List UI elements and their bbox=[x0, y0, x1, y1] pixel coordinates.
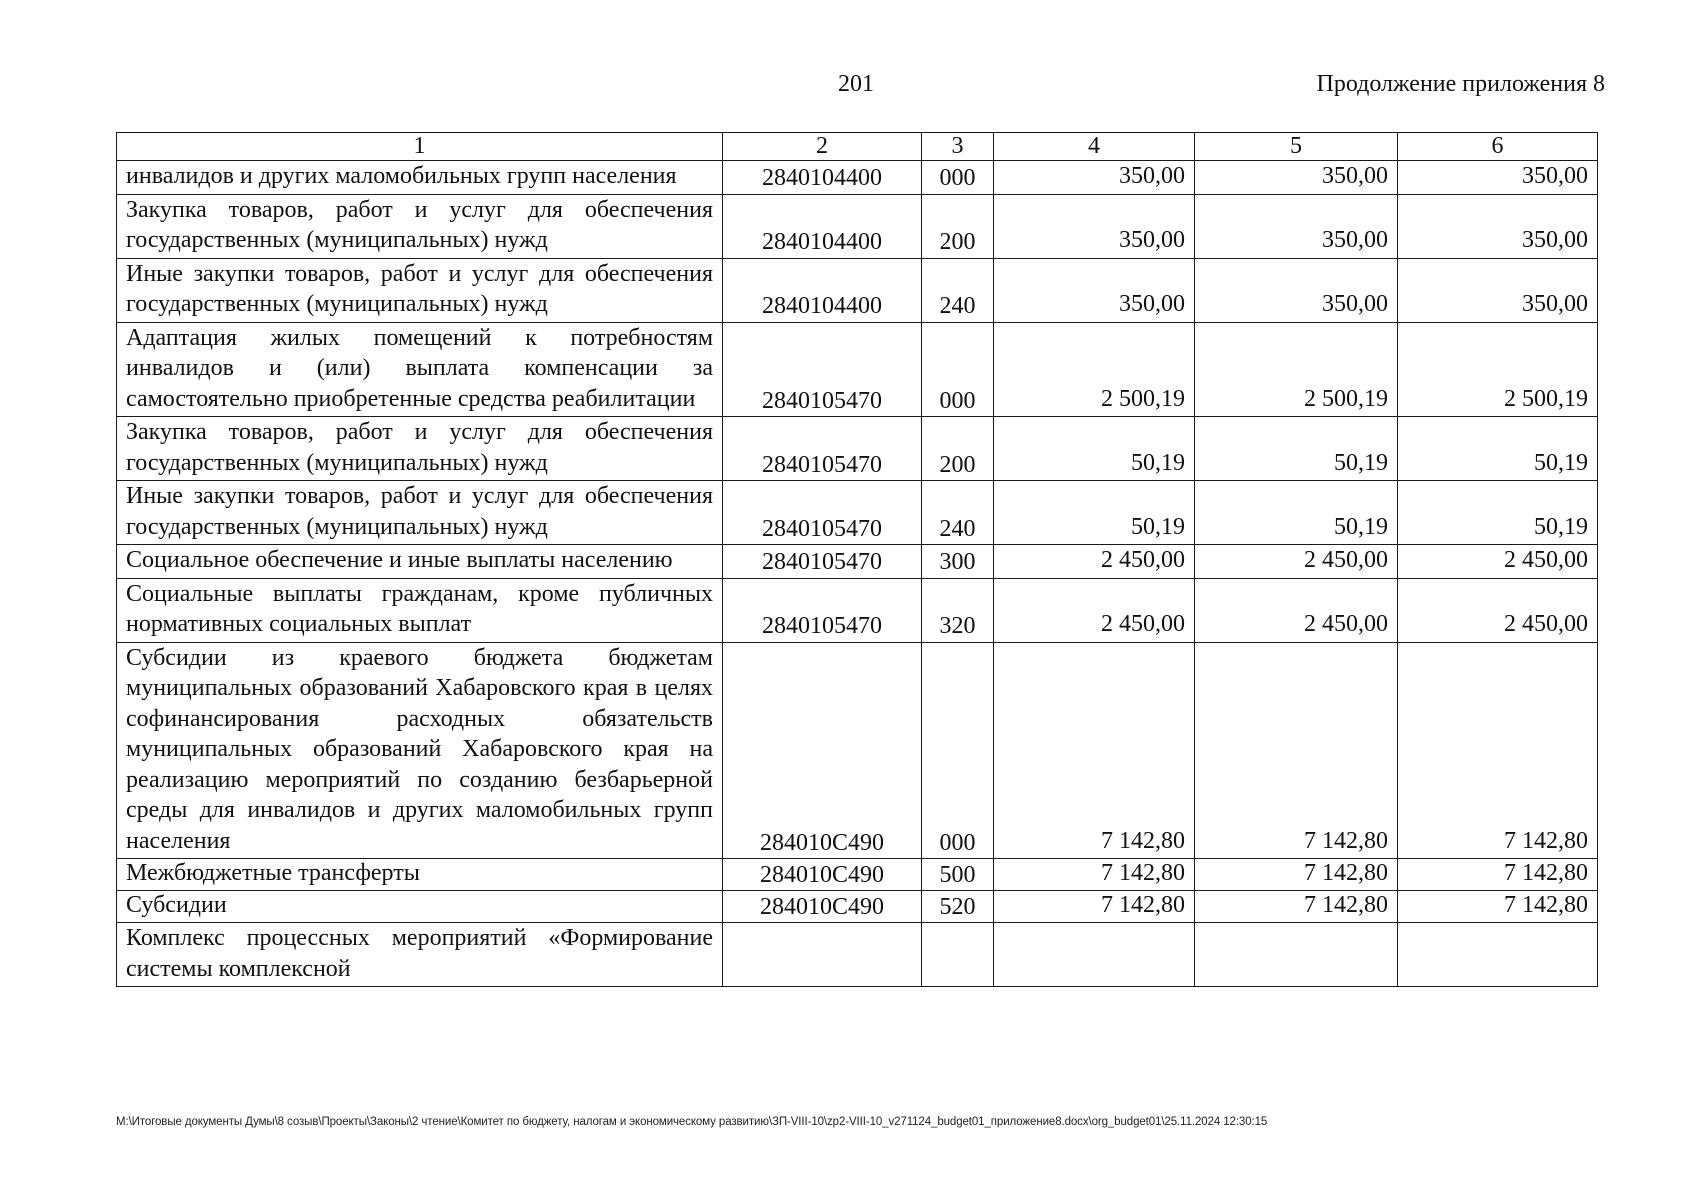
amount-col-6 bbox=[1398, 923, 1598, 987]
column-header: 2 bbox=[723, 133, 922, 161]
expense-type-code: 300 bbox=[922, 545, 994, 579]
amount-col-6: 7 142,80 bbox=[1398, 642, 1598, 859]
row-name: Субсидии из краевого бюджета бюджетам муниципальных образований Хабаровского края в целях софинансирования расходных обязательств муниципальных образований Хабаровского края на реализацию мероприятий по созданию безбарьерной среды для инвалидов и других маломобильных групп населения bbox=[117, 642, 723, 859]
target-article-code: 2840104400 bbox=[723, 258, 922, 322]
target-article-code: 2840104400 bbox=[723, 161, 922, 195]
target-article-code: 284010C490 bbox=[723, 642, 922, 859]
amount-col-5: 7 142,80 bbox=[1195, 891, 1398, 923]
expense-type-code: 520 bbox=[922, 891, 994, 923]
column-header: 1 bbox=[117, 133, 723, 161]
amount-col-4 bbox=[994, 923, 1195, 987]
amount-col-6: 350,00 bbox=[1398, 161, 1598, 195]
amount-col-4: 350,00 bbox=[994, 161, 1195, 195]
expense-type-code: 320 bbox=[922, 578, 994, 642]
table-row bbox=[117, 481, 1598, 545]
amount-col-6: 50,19 bbox=[1398, 481, 1598, 545]
table-row bbox=[117, 545, 1598, 579]
expense-type-code: 200 bbox=[922, 194, 994, 258]
expense-type-code: 240 bbox=[922, 258, 994, 322]
appendix-continuation-label: Продолжение приложения 8 bbox=[1316, 71, 1605, 97]
amount-col-5: 350,00 bbox=[1195, 161, 1398, 195]
page-number: 201 bbox=[838, 71, 874, 97]
amount-col-6: 7 142,80 bbox=[1398, 859, 1598, 891]
column-header-row bbox=[117, 133, 1598, 161]
amount-col-4: 2 450,00 bbox=[994, 545, 1195, 579]
table-row bbox=[117, 642, 1598, 859]
target-article-code: 2840105470 bbox=[723, 322, 922, 417]
row-name: Субсидии bbox=[117, 891, 723, 923]
target-article-code: 2840104400 bbox=[723, 194, 922, 258]
amount-col-4: 50,19 bbox=[994, 481, 1195, 545]
table-row bbox=[117, 417, 1598, 481]
amount-col-5 bbox=[1195, 923, 1398, 987]
amount-col-5: 50,19 bbox=[1195, 481, 1398, 545]
table-row bbox=[117, 322, 1598, 417]
row-name: Закупка товаров, работ и услуг для обеспечения государственных (муниципальных) нужд bbox=[117, 194, 723, 258]
expense-type-code: 000 bbox=[922, 322, 994, 417]
amount-col-5: 7 142,80 bbox=[1195, 859, 1398, 891]
row-name: Социальное обеспечение и иные выплаты населению bbox=[117, 545, 723, 579]
target-article-code bbox=[723, 923, 922, 987]
target-article-code: 284010C490 bbox=[723, 859, 922, 891]
amount-col-5: 350,00 bbox=[1195, 194, 1398, 258]
row-name: Адаптация жилых помещений к потребностям инвалидов и (или) выплата компенсации за самостоятельно приобретенные средства реабилитации bbox=[117, 322, 723, 417]
row-name: Иные закупки товаров, работ и услуг для обеспечения государственных (муниципальных) нужд bbox=[117, 481, 723, 545]
table-row bbox=[117, 923, 1598, 987]
amount-col-4: 350,00 bbox=[994, 258, 1195, 322]
amount-col-5: 2 450,00 bbox=[1195, 578, 1398, 642]
expense-type-code: 200 bbox=[922, 417, 994, 481]
row-name: Иные закупки товаров, работ и услуг для обеспечения государственных (муниципальных) нужд bbox=[117, 258, 723, 322]
target-article-code: 2840105470 bbox=[723, 545, 922, 579]
amount-col-4: 7 142,80 bbox=[994, 859, 1195, 891]
amount-col-6: 2 500,19 bbox=[1398, 322, 1598, 417]
amount-col-6: 50,19 bbox=[1398, 417, 1598, 481]
expense-type-code: 500 bbox=[922, 859, 994, 891]
table-row bbox=[117, 891, 1598, 923]
column-header: 4 bbox=[994, 133, 1195, 161]
table-row bbox=[117, 194, 1598, 258]
expense-type-code bbox=[922, 923, 994, 987]
table-row bbox=[117, 578, 1598, 642]
amount-col-6: 7 142,80 bbox=[1398, 891, 1598, 923]
row-name: инвалидов и других маломобильных групп населения bbox=[117, 161, 723, 195]
amount-col-4: 7 142,80 bbox=[994, 891, 1195, 923]
document-file-path: M:\Итоговые документы Думы\8 созыв\Проекты\Законы\2 чтение\Комитет по бюджету, налогам и экономическому развитию\ЗП-VIII-10\zp2-VIII-10_v271124_budget01_приложение8.docx\org_budget01\25.11.2024 12:30:15 bbox=[116, 1116, 1268, 1128]
target-article-code: 2840105470 bbox=[723, 481, 922, 545]
amount-col-5: 7 142,80 bbox=[1195, 642, 1398, 859]
budget-table bbox=[116, 132, 1598, 987]
amount-col-4: 2 500,19 bbox=[994, 322, 1195, 417]
table-row bbox=[117, 859, 1598, 891]
amount-col-6: 2 450,00 bbox=[1398, 545, 1598, 579]
column-header: 6 bbox=[1398, 133, 1598, 161]
expense-type-code: 000 bbox=[922, 161, 994, 195]
amount-col-6: 2 450,00 bbox=[1398, 578, 1598, 642]
amount-col-4: 50,19 bbox=[994, 417, 1195, 481]
table-row bbox=[117, 258, 1598, 322]
row-name: Закупка товаров, работ и услуг для обеспечения государственных (муниципальных) нужд bbox=[117, 417, 723, 481]
row-name: Межбюджетные трансферты bbox=[117, 859, 723, 891]
amount-col-4: 350,00 bbox=[994, 194, 1195, 258]
table-row bbox=[117, 161, 1598, 195]
row-name: Комплекс процессных мероприятий «Формирование системы комплексной bbox=[117, 923, 723, 987]
amount-col-5: 350,00 bbox=[1195, 258, 1398, 322]
expense-type-code: 240 bbox=[922, 481, 994, 545]
table-body bbox=[117, 133, 1598, 987]
amount-col-4: 7 142,80 bbox=[994, 642, 1195, 859]
row-name: Социальные выплаты гражданам, кроме публичных нормативных социальных выплат bbox=[117, 578, 723, 642]
budget-table-container bbox=[116, 132, 1597, 987]
target-article-code: 2840105470 bbox=[723, 417, 922, 481]
amount-col-5: 2 500,19 bbox=[1195, 322, 1398, 417]
expense-type-code: 000 bbox=[922, 642, 994, 859]
amount-col-6: 350,00 bbox=[1398, 258, 1598, 322]
column-header: 5 bbox=[1195, 133, 1398, 161]
column-header: 3 bbox=[922, 133, 994, 161]
amount-col-5: 2 450,00 bbox=[1195, 545, 1398, 579]
target-article-code: 284010C490 bbox=[723, 891, 922, 923]
amount-col-4: 2 450,00 bbox=[994, 578, 1195, 642]
target-article-code: 2840105470 bbox=[723, 578, 922, 642]
amount-col-6: 350,00 bbox=[1398, 194, 1598, 258]
amount-col-5: 50,19 bbox=[1195, 417, 1398, 481]
